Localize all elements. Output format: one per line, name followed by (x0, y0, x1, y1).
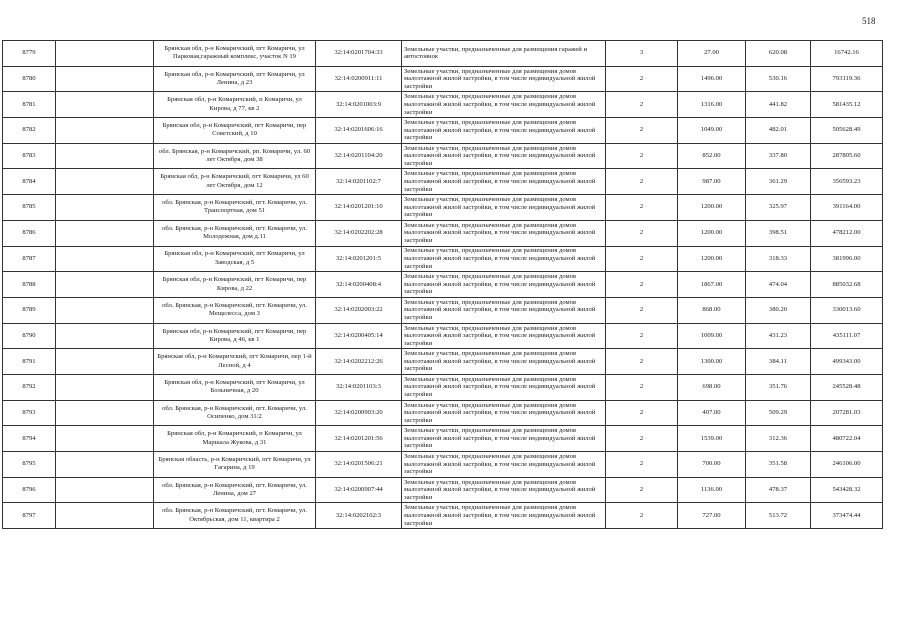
table-row (3, 323, 883, 349)
area-cell: 698.00 (678, 374, 746, 400)
land-purpose-cell: Земельные участки, предназначенные для размещения домов малоэтажной жилой застройки, в том числе индивидуальной жилой застройки (402, 349, 606, 375)
land-purpose-cell: Земельные участки, предназначенные для размещения домов малоэтажной жилой застройки, в том числе индивидуальной жилой застройки (402, 272, 606, 298)
land-purpose-cell: Земельные участки, предназначенные для размещения домов малоэтажной жилой застройки, в том числе индивидуальной жилой застройки (402, 92, 606, 118)
blank-cell (56, 477, 154, 503)
area-cell: 1049.00 (678, 118, 746, 144)
cadastral-number-cell: 32:14:0201003:9 (316, 92, 402, 118)
land-purpose-cell: Земельные участки, предназначенные для размещения домов малоэтажной жилой застройки, в том числе индивидуальной жилой застройки (402, 66, 606, 92)
address-cell: обл. Брянская, р-н Комаричский, пгт. Комаричи, ул. Октябрьская, дом 11, квартира 2 (154, 503, 316, 529)
unit-price-cell: 398.51 (746, 220, 811, 246)
table-row (3, 349, 883, 375)
row-number-cell: 8795 (3, 452, 56, 478)
row-number-cell: 8794 (3, 426, 56, 452)
land-purpose-cell: Земельные участки, предназначенные для размещения домов малоэтажной жилой застройки, в том числе индивидуальной жилой застройки (402, 220, 606, 246)
table-row (3, 297, 883, 323)
blank-cell (56, 143, 154, 169)
table-row (3, 426, 883, 452)
address-cell: Брянская обл, р-н Комаричский, пгт Комаричи, ул Парковая,гаражный комплекс, участок N 19 (154, 41, 316, 67)
category-cell: 2 (606, 323, 678, 349)
land-purpose-cell: Земельные участки, предназначенные для размещения домов малоэтажной жилой застройки, в том числе индивидуальной жилой застройки (402, 297, 606, 323)
row-number-cell: 8789 (3, 297, 56, 323)
blank-cell (56, 66, 154, 92)
address-cell: обл. Брянская, р-н Комаричский, пгт. Комаричи, ул. Молодежная, дом д.11 (154, 220, 316, 246)
unit-price-cell: 351.58 (746, 452, 811, 478)
blank-cell (56, 323, 154, 349)
area-cell: 1009.00 (678, 323, 746, 349)
row-number-cell: 8797 (3, 503, 56, 529)
land-purpose-cell: Земельные участки, предназначенные для размещения домов малоэтажной жилой застройки, в том числе индивидуальной жилой застройки (402, 400, 606, 426)
address-cell: Брянская обл, р-н Комаричский, пгт Комаричи, ул 60 лет Октября, дом 12 (154, 169, 316, 195)
unit-price-cell: 431.23 (746, 323, 811, 349)
category-cell: 2 (606, 66, 678, 92)
cadastral-number-cell: 32:14:0201506:21 (316, 452, 402, 478)
address-cell: Брянская обл, р-н Комаричский, пгт Комаричи, пер 1-й Лесной, д 4 (154, 349, 316, 375)
blank-cell (56, 426, 154, 452)
unit-price-cell: 384.11 (746, 349, 811, 375)
area-cell: 27.00 (678, 41, 746, 67)
unit-price-cell: 318.33 (746, 246, 811, 272)
land-purpose-cell: Земельные участки, предназначенные для размещения домов малоэтажной жилой застройки, в том числе индивидуальной жилой застройки (402, 426, 606, 452)
table-row (3, 92, 883, 118)
row-number-cell: 8779 (3, 41, 56, 67)
unit-price-cell: 509.29 (746, 400, 811, 426)
area-cell: 852.00 (678, 143, 746, 169)
land-purpose-cell: Земельные участки, предназначенные для размещения домов малоэтажной жилой застройки, в том числе индивидуальной жилой застройки (402, 452, 606, 478)
table-row (3, 66, 883, 92)
row-number-cell: 8786 (3, 220, 56, 246)
land-purpose-cell: Земельные участки, предназначенные для размещения домов малоэтажной жилой застройки, в том числе индивидуальной жилой застройки (402, 477, 606, 503)
address-cell: Брянская обл, р-н Комаричский, пгт Комаричи, ул Больничная, д 20 (154, 374, 316, 400)
cadastral-number-cell: 32:14:0202102:3 (316, 503, 402, 529)
blank-cell (56, 503, 154, 529)
blank-cell (56, 118, 154, 144)
category-cell: 2 (606, 452, 678, 478)
cadastral-number-cell: 32:14:0201201:10 (316, 195, 402, 221)
table-row (3, 452, 883, 478)
land-purpose-cell: Земельные участки, предназначенные для размещения домов малоэтажной жилой застройки, в том числе индивидуальной жилой застройки (402, 118, 606, 144)
cadastral-value-cell: 581435.12 (811, 92, 883, 118)
cadastral-value-cell: 480722.04 (811, 426, 883, 452)
area-cell: 1200.00 (678, 195, 746, 221)
area-cell: 1200.00 (678, 246, 746, 272)
blank-cell (56, 374, 154, 400)
unit-price-cell: 361.29 (746, 169, 811, 195)
area-cell: 1496.00 (678, 66, 746, 92)
unit-price-cell: 474.04 (746, 272, 811, 298)
area-cell: 1316.00 (678, 92, 746, 118)
unit-price-cell: 482.01 (746, 118, 811, 144)
unit-price-cell: 337.80 (746, 143, 811, 169)
land-purpose-cell: Земельные участки, предназначенные для размещения домов малоэтажной жилой застройки, в том числе индивидуальной жилой застройки (402, 246, 606, 272)
address-cell: Брянская обл, р-н Комаричский, п Комаричи, ул Кирова, д 77, кв 2 (154, 92, 316, 118)
blank-cell (56, 195, 154, 221)
blank-cell (56, 349, 154, 375)
address-cell: Брянская область, р-н Комаричский, пгт Комаричи, ул Гагарина, д 19 (154, 452, 316, 478)
row-number-cell: 8792 (3, 374, 56, 400)
area-cell: 1300.00 (678, 349, 746, 375)
cadastral-value-cell: 207281.03 (811, 400, 883, 426)
cadastral-number-cell: 32:14:0200911:11 (316, 66, 402, 92)
cadastral-value-cell: 330013.60 (811, 297, 883, 323)
table-row (3, 41, 883, 67)
cadastral-number-cell: 32:14:0200405:14 (316, 323, 402, 349)
unit-price-cell: 620.08 (746, 41, 811, 67)
unit-price-cell: 530.16 (746, 66, 811, 92)
cadastral-number-cell: 32:14:0201704:33 (316, 41, 402, 67)
cadastral-number-cell: 32:14:0202202:28 (316, 220, 402, 246)
cadastral-value-cell: 356593.23 (811, 169, 883, 195)
land-purpose-cell: Земельные участки, предназначенные для размещения домов малоэтажной жилой застройки, в том числе индивидуальной жилой застройки (402, 323, 606, 349)
category-cell: 2 (606, 477, 678, 503)
blank-cell (56, 452, 154, 478)
cadastral-value-cell: 287805.60 (811, 143, 883, 169)
land-purpose-cell: Земельные участки, предназначенные для размещения гаражей и автостоянок (402, 41, 606, 67)
area-cell: 1867.00 (678, 272, 746, 298)
cadastral-value-cell: 478212.00 (811, 220, 883, 246)
table-row (3, 374, 883, 400)
table-row (3, 169, 883, 195)
row-number-cell: 8785 (3, 195, 56, 221)
cadastral-number-cell: 32:14:0200408:4 (316, 272, 402, 298)
area-cell: 868.00 (678, 297, 746, 323)
area-cell: 1136.00 (678, 477, 746, 503)
category-cell: 2 (606, 169, 678, 195)
cadastral-number-cell: 32:14:0200903:20 (316, 400, 402, 426)
cadastral-number-cell: 32:14:0201201:56 (316, 426, 402, 452)
cadastral-value-cell: 505628.49 (811, 118, 883, 144)
unit-price-cell: 380.20 (746, 297, 811, 323)
area-cell: 727.00 (678, 503, 746, 529)
land-purpose-cell: Земельные участки, предназначенные для размещения домов малоэтажной жилой застройки, в том числе индивидуальной жилой застройки (402, 503, 606, 529)
category-cell: 2 (606, 118, 678, 144)
address-cell: обл. Брянская, р-н Комаричский, пгт. Комаричи, ул. Мещелесса, дом 3 (154, 297, 316, 323)
category-cell: 3 (606, 41, 678, 67)
row-number-cell: 8791 (3, 349, 56, 375)
cadastral-value-cell: 543428.32 (811, 477, 883, 503)
address-cell: обл. Брянская, р-н Комаричский, рп. Комаричи, ул. 60 лет Октября, дом 38 (154, 143, 316, 169)
address-cell: обл. Брянская, р-н Комаричский, пгт. Комаричи, ул. Транспортная, дом 51 (154, 195, 316, 221)
cadastral-value-cell: 391164.00 (811, 195, 883, 221)
address-cell: Брянская обл, р-н Комаричский, пгт Комаричи, пер Кирова, д 46, кв 1 (154, 323, 316, 349)
blank-cell (56, 297, 154, 323)
cadastral-number-cell: 32:14:0202212:26 (316, 349, 402, 375)
area-cell: 407.00 (678, 400, 746, 426)
row-number-cell: 8796 (3, 477, 56, 503)
cadastral-value-cell: 793119.36 (811, 66, 883, 92)
category-cell: 2 (606, 297, 678, 323)
land-purpose-cell: Земельные участки, предназначенные для размещения домов малоэтажной жилой застройки, в том числе индивидуальной жилой застройки (402, 143, 606, 169)
category-cell: 2 (606, 92, 678, 118)
blank-cell (56, 220, 154, 246)
unit-price-cell: 312.36 (746, 426, 811, 452)
category-cell: 2 (606, 503, 678, 529)
address-cell: обл. Брянская, р-н Комаричский, пгт. Комаричи, ул. Ленина, дом 27 (154, 477, 316, 503)
cadastral-number-cell: 32:14:0201102:7 (316, 169, 402, 195)
row-number-cell: 8783 (3, 143, 56, 169)
cadastral-value-cell: 885032.68 (811, 272, 883, 298)
cadastral-value-cell: 373474.44 (811, 503, 883, 529)
address-cell: Брянская обл, р-н Комаричский, пгт Комаричи, пер Советский, д 10 (154, 118, 316, 144)
category-cell: 2 (606, 195, 678, 221)
table-row (3, 118, 883, 144)
table-row (3, 400, 883, 426)
cadastral-number-cell: 32:14:0202003:22 (316, 297, 402, 323)
row-number-cell: 8781 (3, 92, 56, 118)
blank-cell (56, 272, 154, 298)
cadastral-value-cell: 499343.00 (811, 349, 883, 375)
area-cell: 1539.00 (678, 426, 746, 452)
row-number-cell: 8784 (3, 169, 56, 195)
table-row (3, 220, 883, 246)
blank-cell (56, 400, 154, 426)
table-row (3, 143, 883, 169)
blank-cell (56, 169, 154, 195)
area-cell: 1200.00 (678, 220, 746, 246)
row-number-cell: 8780 (3, 66, 56, 92)
address-cell: Брянская обл, р-н Комаричский, п Комаричи, ул Маршала Жукова, д 31 (154, 426, 316, 452)
address-cell: Брянская обл, р-н Комаричский, пгт Комаричи, ул Ленина, д 23 (154, 66, 316, 92)
cadastral-number-cell: 32:14:0201606:16 (316, 118, 402, 144)
blank-cell (56, 41, 154, 67)
table-row (3, 477, 883, 503)
unit-price-cell: 513.72 (746, 503, 811, 529)
address-cell: обл. Брянская, р-н Комаричский, пгт. Комаричи, ул. Осипенко, дом 31/2 (154, 400, 316, 426)
address-cell: Брянская обл, р-н Комаричский, пгт Комаричи, ул Заводская, д 5 (154, 246, 316, 272)
category-cell: 2 (606, 272, 678, 298)
unit-price-cell: 478.37 (746, 477, 811, 503)
land-purpose-cell: Земельные участки, предназначенные для размещения домов малоэтажной жилой застройки, в том числе индивидуальной жилой застройки (402, 169, 606, 195)
table-row (3, 195, 883, 221)
category-cell: 2 (606, 246, 678, 272)
row-number-cell: 8782 (3, 118, 56, 144)
cadastral-value-cell: 246106.00 (811, 452, 883, 478)
category-cell: 2 (606, 349, 678, 375)
blank-cell (56, 246, 154, 272)
area-cell: 987.00 (678, 169, 746, 195)
cadastral-number-cell: 32:14:0201201:5 (316, 246, 402, 272)
cadastral-value-cell: 435111.07 (811, 323, 883, 349)
cadastral-number-cell: 32:14:0201104:20 (316, 143, 402, 169)
row-number-cell: 8788 (3, 272, 56, 298)
row-number-cell: 8787 (3, 246, 56, 272)
row-number-cell: 8793 (3, 400, 56, 426)
land-purpose-cell: Земельные участки, предназначенные для размещения домов малоэтажной жилой застройки, в том числе индивидуальной жилой застройки (402, 195, 606, 221)
category-cell: 2 (606, 220, 678, 246)
category-cell: 2 (606, 426, 678, 452)
unit-price-cell: 441.82 (746, 92, 811, 118)
table-row (3, 503, 883, 529)
cadastral-number-cell: 32:14:0200907:44 (316, 477, 402, 503)
category-cell: 2 (606, 374, 678, 400)
unit-price-cell: 351.76 (746, 374, 811, 400)
blank-cell (56, 92, 154, 118)
area-cell: 700.00 (678, 452, 746, 478)
table-row (3, 246, 883, 272)
category-cell: 2 (606, 400, 678, 426)
table-row (3, 272, 883, 298)
address-cell: Брянская обл, р-н Комаричский, пгт Комаричи, пер Кирова, д 22 (154, 272, 316, 298)
land-registry-table (2, 40, 883, 529)
cadastral-number-cell: 32:14:0201103:3 (316, 374, 402, 400)
cadastral-value-cell: 381996.00 (811, 246, 883, 272)
category-cell: 2 (606, 143, 678, 169)
row-number-cell: 8790 (3, 323, 56, 349)
page-number: 518 (862, 16, 876, 26)
cadastral-value-cell: 16742.16 (811, 41, 883, 67)
unit-price-cell: 325.97 (746, 195, 811, 221)
land-purpose-cell: Земельные участки, предназначенные для размещения домов малоэтажной жилой застройки, в том числе индивидуальной жилой застройки (402, 374, 606, 400)
cadastral-value-cell: 245528.48 (811, 374, 883, 400)
